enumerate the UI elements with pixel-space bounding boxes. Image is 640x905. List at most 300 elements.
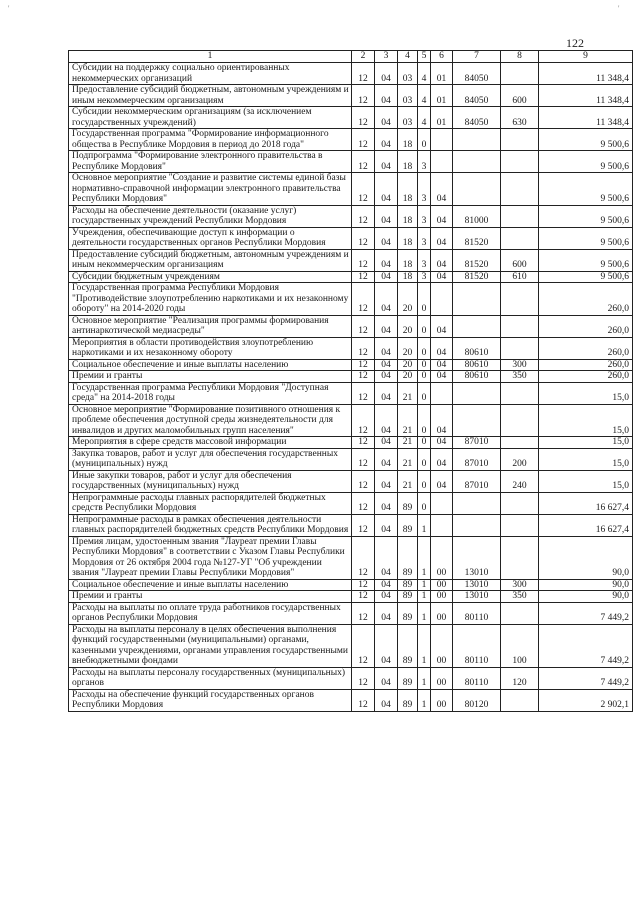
expense-type-cell bbox=[501, 337, 539, 359]
subsection-code-cell: 04 bbox=[375, 602, 398, 624]
expense-type-cell: 100 bbox=[501, 624, 539, 667]
subsection-code-cell: 04 bbox=[375, 492, 398, 514]
program-code-cell: 20 bbox=[398, 315, 418, 337]
subsection-code-cell: 04 bbox=[375, 359, 398, 371]
event-code-cell: 00 bbox=[431, 689, 453, 711]
table-row bbox=[69, 227, 633, 249]
subsection-code-cell: 04 bbox=[375, 205, 398, 227]
table-row bbox=[69, 404, 633, 437]
subsection-code-cell: 04 bbox=[375, 227, 398, 249]
table-row bbox=[69, 514, 633, 536]
col-header-4: 4 bbox=[398, 51, 418, 63]
col-header-2: 2 bbox=[352, 51, 375, 63]
program-code-cell: 89 bbox=[398, 624, 418, 667]
program-code-cell: 20 bbox=[398, 283, 418, 316]
program-code-cell: 21 bbox=[398, 470, 418, 492]
program-code-cell: 18 bbox=[398, 227, 418, 249]
expense-type-cell bbox=[501, 404, 539, 437]
section-code-cell: 12 bbox=[352, 315, 375, 337]
expense-type-cell: 630 bbox=[501, 107, 539, 129]
table-row bbox=[69, 689, 633, 711]
amount-cell: 7 449,2 bbox=[539, 667, 633, 689]
program-code-cell: 20 bbox=[398, 337, 418, 359]
subsection-code-cell: 04 bbox=[375, 514, 398, 536]
amount-cell: 90,0 bbox=[539, 579, 633, 591]
section-code-cell: 12 bbox=[352, 359, 375, 371]
name-cell: Расходы на обеспечение функций государственных органов Республики Мордовия bbox=[69, 689, 352, 711]
table-row bbox=[69, 382, 633, 404]
subprogram-code-cell: 0 bbox=[418, 470, 431, 492]
event-code-cell: 04 bbox=[431, 315, 453, 337]
subsection-code-cell: 04 bbox=[375, 173, 398, 206]
expense-type-cell bbox=[501, 151, 539, 173]
table-row bbox=[69, 151, 633, 173]
expense-type-cell: 350 bbox=[501, 591, 539, 603]
subprogram-code-cell: 3 bbox=[418, 205, 431, 227]
amount-cell: 11 348,4 bbox=[539, 85, 633, 107]
direction-code-cell: 80610 bbox=[453, 371, 501, 383]
table-row bbox=[69, 602, 633, 624]
table-row bbox=[69, 107, 633, 129]
amount-cell: 260,0 bbox=[539, 315, 633, 337]
event-code-cell bbox=[431, 283, 453, 316]
expense-type-cell: 300 bbox=[501, 579, 539, 591]
event-code-cell: 04 bbox=[431, 437, 453, 449]
amount-cell: 9 500,6 bbox=[539, 227, 633, 249]
program-code-cell: 21 bbox=[398, 382, 418, 404]
direction-code-cell: 81520 bbox=[453, 271, 501, 283]
event-code-cell: 04 bbox=[431, 448, 453, 470]
name-cell: Подпрограмма "Формирование электронного правительства в Республике Мордовия" bbox=[69, 151, 352, 173]
subsection-code-cell: 04 bbox=[375, 437, 398, 449]
name-cell: Премии и гранты bbox=[69, 371, 352, 383]
direction-code-cell bbox=[453, 492, 501, 514]
program-code-cell: 18 bbox=[398, 271, 418, 283]
subprogram-code-cell: 3 bbox=[418, 227, 431, 249]
name-cell: Иные закупки товаров, работ и услуг для обеспечения государственных (муниципальных) нужд bbox=[69, 470, 352, 492]
event-code-cell: 04 bbox=[431, 337, 453, 359]
name-cell: Субсидии некоммерческим организациям (за исключением государственных учреждений) bbox=[69, 107, 352, 129]
table-row bbox=[69, 173, 633, 206]
amount-cell: 15,0 bbox=[539, 470, 633, 492]
subprogram-code-cell: 4 bbox=[418, 85, 431, 107]
name-cell: Социальное обеспечение и иные выплаты населению bbox=[69, 579, 352, 591]
amount-cell: 260,0 bbox=[539, 283, 633, 316]
table-row bbox=[69, 667, 633, 689]
direction-code-cell: 80120 bbox=[453, 689, 501, 711]
table-row bbox=[69, 579, 633, 591]
subprogram-code-cell: 1 bbox=[418, 624, 431, 667]
expense-type-cell bbox=[501, 283, 539, 316]
event-code-cell: 00 bbox=[431, 579, 453, 591]
event-code-cell bbox=[431, 129, 453, 151]
event-code-cell: 04 bbox=[431, 227, 453, 249]
table-row bbox=[69, 371, 633, 383]
amount-cell: 16 627,4 bbox=[539, 514, 633, 536]
event-code-cell: 04 bbox=[431, 249, 453, 271]
program-code-cell: 18 bbox=[398, 205, 418, 227]
subprogram-code-cell: 3 bbox=[418, 271, 431, 283]
direction-code-cell: 87010 bbox=[453, 470, 501, 492]
section-code-cell: 12 bbox=[352, 129, 375, 151]
amount-cell: 9 500,6 bbox=[539, 271, 633, 283]
section-code-cell: 12 bbox=[352, 492, 375, 514]
subprogram-code-cell: 1 bbox=[418, 591, 431, 603]
amount-cell: 16 627,4 bbox=[539, 492, 633, 514]
subprogram-code-cell: 3 bbox=[418, 249, 431, 271]
name-cell: Основное мероприятие "Формирование позитивного отношения к проблеме обеспечения доступной среды жизнедеятельности для инвалидов и других маломобильных групп населения" bbox=[69, 404, 352, 437]
expense-type-cell bbox=[501, 205, 539, 227]
program-code-cell: 89 bbox=[398, 591, 418, 603]
section-code-cell: 12 bbox=[352, 448, 375, 470]
table-row bbox=[69, 129, 633, 151]
name-cell: Премии и гранты bbox=[69, 591, 352, 603]
name-cell: Государственная программа Республики Мордовия "Противодействие злоупотреблению наркотиками и их незаконному обороту" на 2014-2020 годы bbox=[69, 283, 352, 316]
table-row bbox=[69, 492, 633, 514]
table-row bbox=[69, 624, 633, 667]
name-cell: Непрограммные расходы в рамках обеспечения деятельности главных распорядителей бюджетных средств Республики Мордовия bbox=[69, 514, 352, 536]
program-code-cell: 89 bbox=[398, 602, 418, 624]
name-cell: Основное мероприятие "Создание и развитие системы единой базы нормативно-справочной информации электронного правительства Республики Мордовия" bbox=[69, 173, 352, 206]
section-code-cell: 12 bbox=[352, 667, 375, 689]
table-row bbox=[69, 63, 633, 85]
section-code-cell: 12 bbox=[352, 536, 375, 579]
expense-type-cell bbox=[501, 382, 539, 404]
subsection-code-cell: 04 bbox=[375, 470, 398, 492]
corner-mark-right: ' bbox=[618, 4, 620, 13]
event-code-cell: 04 bbox=[431, 359, 453, 371]
corner-mark-left: ' bbox=[8, 4, 10, 13]
name-cell: Государственная программа "Формирование информационного общества в Республике Мордовия в период до 2018 года" bbox=[69, 129, 352, 151]
name-cell: Государственная программа Республики Мордовия "Доступная среда" на 2014-2018 годы bbox=[69, 382, 352, 404]
name-cell: Расходы на выплаты персоналу в целях обеспечения выполнения функций государственными (муниципальными) органами, казенными учреждениями, органами управления государственными внебюджетными фондами bbox=[69, 624, 352, 667]
direction-code-cell bbox=[453, 129, 501, 151]
direction-code-cell bbox=[453, 151, 501, 173]
program-code-cell: 89 bbox=[398, 492, 418, 514]
expense-type-cell bbox=[501, 689, 539, 711]
direction-code-cell bbox=[453, 315, 501, 337]
direction-code-cell bbox=[453, 382, 501, 404]
name-cell: Расходы на выплаты персоналу государственных (муниципальных) органов bbox=[69, 667, 352, 689]
section-code-cell: 12 bbox=[352, 689, 375, 711]
amount-cell: 9 500,6 bbox=[539, 151, 633, 173]
expense-type-cell bbox=[501, 227, 539, 249]
subprogram-code-cell: 4 bbox=[418, 63, 431, 85]
program-code-cell: 20 bbox=[398, 371, 418, 383]
program-code-cell: 21 bbox=[398, 437, 418, 449]
event-code-cell: 00 bbox=[431, 624, 453, 667]
program-code-cell: 89 bbox=[398, 579, 418, 591]
event-code-cell: 04 bbox=[431, 371, 453, 383]
expense-type-cell bbox=[501, 129, 539, 151]
expense-type-cell bbox=[501, 173, 539, 206]
expense-type-cell: 600 bbox=[501, 85, 539, 107]
event-code-cell: 01 bbox=[431, 63, 453, 85]
amount-cell: 9 500,6 bbox=[539, 205, 633, 227]
name-cell: Расходы на обеспечение деятельности (оказание услуг) государственных учреждений Республики Мордовия bbox=[69, 205, 352, 227]
direction-code-cell: 80110 bbox=[453, 602, 501, 624]
table-row bbox=[69, 271, 633, 283]
amount-cell: 15,0 bbox=[539, 382, 633, 404]
subprogram-code-cell: 0 bbox=[418, 492, 431, 514]
program-code-cell: 18 bbox=[398, 129, 418, 151]
event-code-cell: 04 bbox=[431, 470, 453, 492]
program-code-cell: 89 bbox=[398, 667, 418, 689]
subprogram-code-cell: 0 bbox=[418, 437, 431, 449]
name-cell: Мероприятия в области противодействия злоупотреблению наркотиками и их незаконному обороту bbox=[69, 337, 352, 359]
event-code-cell: 04 bbox=[431, 205, 453, 227]
direction-code-cell: 80610 bbox=[453, 337, 501, 359]
section-code-cell: 12 bbox=[352, 227, 375, 249]
program-code-cell: 18 bbox=[398, 151, 418, 173]
name-cell: Расходы на выплаты по оплате труда работников государственных органов Республики Мордовия bbox=[69, 602, 352, 624]
program-code-cell: 89 bbox=[398, 689, 418, 711]
col-header-3: 3 bbox=[375, 51, 398, 63]
subprogram-code-cell: 0 bbox=[418, 382, 431, 404]
name-cell: Мероприятия в сфере средств массовой информации bbox=[69, 437, 352, 449]
subprogram-code-cell: 0 bbox=[418, 371, 431, 383]
program-code-cell: 03 bbox=[398, 107, 418, 129]
subsection-code-cell: 04 bbox=[375, 129, 398, 151]
event-code-cell: 04 bbox=[431, 271, 453, 283]
subsection-code-cell: 04 bbox=[375, 404, 398, 437]
subsection-code-cell: 04 bbox=[375, 249, 398, 271]
direction-code-cell: 84050 bbox=[453, 107, 501, 129]
expense-type-cell: 600 bbox=[501, 249, 539, 271]
name-cell: Основное мероприятие "Реализация программы формирования антинаркотической медиасреды" bbox=[69, 315, 352, 337]
subprogram-code-cell: 3 bbox=[418, 151, 431, 173]
section-code-cell: 12 bbox=[352, 602, 375, 624]
table-row bbox=[69, 315, 633, 337]
subprogram-code-cell: 1 bbox=[418, 579, 431, 591]
direction-code-cell: 13010 bbox=[453, 579, 501, 591]
subsection-code-cell: 04 bbox=[375, 579, 398, 591]
table-row bbox=[69, 437, 633, 449]
subsection-code-cell: 04 bbox=[375, 271, 398, 283]
subsection-code-cell: 04 bbox=[375, 63, 398, 85]
subprogram-code-cell: 1 bbox=[418, 667, 431, 689]
subprogram-code-cell: 1 bbox=[418, 514, 431, 536]
direction-code-cell: 80110 bbox=[453, 624, 501, 667]
direction-code-cell: 80110 bbox=[453, 667, 501, 689]
amount-cell: 15,0 bbox=[539, 448, 633, 470]
event-code-cell: 01 bbox=[431, 85, 453, 107]
direction-code-cell: 87010 bbox=[453, 448, 501, 470]
expense-type-cell bbox=[501, 492, 539, 514]
direction-code-cell bbox=[453, 283, 501, 316]
subsection-code-cell: 04 bbox=[375, 151, 398, 173]
expense-type-cell: 240 bbox=[501, 470, 539, 492]
program-code-cell: 03 bbox=[398, 85, 418, 107]
direction-code-cell bbox=[453, 404, 501, 437]
direction-code-cell: 81000 bbox=[453, 205, 501, 227]
subsection-code-cell: 04 bbox=[375, 382, 398, 404]
subsection-code-cell: 04 bbox=[375, 85, 398, 107]
section-code-cell: 12 bbox=[352, 624, 375, 667]
amount-cell: 90,0 bbox=[539, 591, 633, 603]
table-row bbox=[69, 536, 633, 579]
direction-code-cell: 13010 bbox=[453, 536, 501, 579]
col-header-6: 6 bbox=[431, 51, 453, 63]
name-cell: Учреждения, обеспечивающие доступ к информации о деятельности государственных органов Республики Мордовия bbox=[69, 227, 352, 249]
direction-code-cell: 84050 bbox=[453, 85, 501, 107]
program-code-cell: 18 bbox=[398, 249, 418, 271]
name-cell: Субсидии на поддержку социально ориентированных некоммерческих организаций bbox=[69, 63, 352, 85]
name-cell: Субсидии бюджетным учреждениям bbox=[69, 271, 352, 283]
section-code-cell: 12 bbox=[352, 337, 375, 359]
section-code-cell: 12 bbox=[352, 382, 375, 404]
subprogram-code-cell: 0 bbox=[418, 404, 431, 437]
expense-type-cell: 350 bbox=[501, 371, 539, 383]
section-code-cell: 12 bbox=[352, 271, 375, 283]
amount-cell: 15,0 bbox=[539, 437, 633, 449]
event-code-cell: 04 bbox=[431, 404, 453, 437]
amount-cell: 260,0 bbox=[539, 359, 633, 371]
page-number: 122 bbox=[566, 36, 584, 50]
amount-cell: 9 500,6 bbox=[539, 249, 633, 271]
direction-code-cell: 81520 bbox=[453, 249, 501, 271]
subprogram-code-cell: 0 bbox=[418, 448, 431, 470]
name-cell: Закупка товаров, работ и услуг для обеспечения государственных (муниципальных) нужд bbox=[69, 448, 352, 470]
name-cell: Непрограммные расходы главных распорядителей бюджетных средств Республики Мордовия bbox=[69, 492, 352, 514]
table-row bbox=[69, 205, 633, 227]
section-code-cell: 12 bbox=[352, 249, 375, 271]
subsection-code-cell: 04 bbox=[375, 536, 398, 579]
section-code-cell: 12 bbox=[352, 437, 375, 449]
expense-type-cell bbox=[501, 315, 539, 337]
subsection-code-cell: 04 bbox=[375, 371, 398, 383]
program-code-cell: 20 bbox=[398, 359, 418, 371]
expense-type-cell: 120 bbox=[501, 667, 539, 689]
expense-type-cell: 610 bbox=[501, 271, 539, 283]
subprogram-code-cell: 1 bbox=[418, 536, 431, 579]
program-code-cell: 89 bbox=[398, 514, 418, 536]
section-code-cell: 12 bbox=[352, 63, 375, 85]
header-row bbox=[69, 51, 633, 63]
amount-cell: 7 449,2 bbox=[539, 624, 633, 667]
table-row bbox=[69, 249, 633, 271]
expense-type-cell bbox=[501, 63, 539, 85]
subprogram-code-cell: 0 bbox=[418, 337, 431, 359]
direction-code-cell bbox=[453, 173, 501, 206]
amount-cell: 15,0 bbox=[539, 404, 633, 437]
event-code-cell: 04 bbox=[431, 173, 453, 206]
table-row bbox=[69, 283, 633, 316]
event-code-cell bbox=[431, 151, 453, 173]
amount-cell: 9 500,6 bbox=[539, 129, 633, 151]
subprogram-code-cell: 0 bbox=[418, 129, 431, 151]
program-code-cell: 89 bbox=[398, 536, 418, 579]
col-header-sum: 9 bbox=[539, 51, 633, 63]
section-code-cell: 12 bbox=[352, 173, 375, 206]
amount-cell: 7 449,2 bbox=[539, 602, 633, 624]
amount-cell: 260,0 bbox=[539, 371, 633, 383]
table-body bbox=[69, 63, 633, 712]
event-code-cell bbox=[431, 492, 453, 514]
subprogram-code-cell: 1 bbox=[418, 602, 431, 624]
section-code-cell: 12 bbox=[352, 404, 375, 437]
direction-code-cell: 81520 bbox=[453, 227, 501, 249]
subsection-code-cell: 04 bbox=[375, 624, 398, 667]
table-row bbox=[69, 85, 633, 107]
subsection-code-cell: 04 bbox=[375, 283, 398, 316]
event-code-cell: 00 bbox=[431, 536, 453, 579]
section-code-cell: 12 bbox=[352, 514, 375, 536]
subprogram-code-cell: 4 bbox=[418, 107, 431, 129]
subprogram-code-cell: 0 bbox=[418, 315, 431, 337]
subsection-code-cell: 04 bbox=[375, 591, 398, 603]
col-header-name: 1 bbox=[69, 51, 352, 63]
subsection-code-cell: 04 bbox=[375, 448, 398, 470]
subprogram-code-cell: 1 bbox=[418, 689, 431, 711]
expense-type-cell: 200 bbox=[501, 448, 539, 470]
expense-type-cell bbox=[501, 514, 539, 536]
table-row bbox=[69, 359, 633, 371]
subprogram-code-cell: 0 bbox=[418, 359, 431, 371]
program-code-cell: 18 bbox=[398, 173, 418, 206]
subprogram-code-cell: 3 bbox=[418, 173, 431, 206]
amount-cell: 11 348,4 bbox=[539, 63, 633, 85]
amount-cell: 2 902,1 bbox=[539, 689, 633, 711]
section-code-cell: 12 bbox=[352, 591, 375, 603]
direction-code-cell: 84050 bbox=[453, 63, 501, 85]
table-row bbox=[69, 448, 633, 470]
name-cell: Социальное обеспечение и иные выплаты населению bbox=[69, 359, 352, 371]
section-code-cell: 12 bbox=[352, 371, 375, 383]
event-code-cell: 00 bbox=[431, 591, 453, 603]
section-code-cell: 12 bbox=[352, 107, 375, 129]
event-code-cell bbox=[431, 514, 453, 536]
event-code-cell bbox=[431, 382, 453, 404]
amount-cell: 90,0 bbox=[539, 536, 633, 579]
subsection-code-cell: 04 bbox=[375, 667, 398, 689]
budget-table bbox=[68, 50, 633, 712]
direction-code-cell: 13010 bbox=[453, 591, 501, 603]
subsection-code-cell: 04 bbox=[375, 107, 398, 129]
event-code-cell: 01 bbox=[431, 107, 453, 129]
subsection-code-cell: 04 bbox=[375, 689, 398, 711]
name-cell: Предоставление субсидий бюджетным, автономным учреждениям и иным некоммерческим организациям bbox=[69, 85, 352, 107]
col-header-7: 7 bbox=[453, 51, 501, 63]
subprogram-code-cell: 0 bbox=[418, 283, 431, 316]
table-row bbox=[69, 337, 633, 359]
col-header-5: 5 bbox=[418, 51, 431, 63]
section-code-cell: 12 bbox=[352, 205, 375, 227]
table-row bbox=[69, 591, 633, 603]
amount-cell: 9 500,6 bbox=[539, 173, 633, 206]
expense-type-cell: 300 bbox=[501, 359, 539, 371]
event-code-cell: 00 bbox=[431, 602, 453, 624]
subsection-code-cell: 04 bbox=[375, 315, 398, 337]
direction-code-cell bbox=[453, 514, 501, 536]
subsection-code-cell: 04 bbox=[375, 337, 398, 359]
event-code-cell: 00 bbox=[431, 667, 453, 689]
section-code-cell: 12 bbox=[352, 85, 375, 107]
amount-cell: 11 348,4 bbox=[539, 107, 633, 129]
amount-cell: 260,0 bbox=[539, 337, 633, 359]
col-header-8: 8 bbox=[501, 51, 539, 63]
expense-type-cell bbox=[501, 437, 539, 449]
section-code-cell: 12 bbox=[352, 151, 375, 173]
program-code-cell: 21 bbox=[398, 404, 418, 437]
program-code-cell: 21 bbox=[398, 448, 418, 470]
table-row bbox=[69, 470, 633, 492]
expense-type-cell bbox=[501, 602, 539, 624]
section-code-cell: 12 bbox=[352, 470, 375, 492]
name-cell: Премия лицам, удостоенным звания "Лауреат премии Главы Республики Мордовия" в соответствии с Указом Главы Республики Мордовия от 26 октября 2004 года №127-УГ "Об учреждении звания "Лауреат премии Главы Республики Мордовия" bbox=[69, 536, 352, 579]
section-code-cell: 12 bbox=[352, 579, 375, 591]
section-code-cell: 12 bbox=[352, 283, 375, 316]
